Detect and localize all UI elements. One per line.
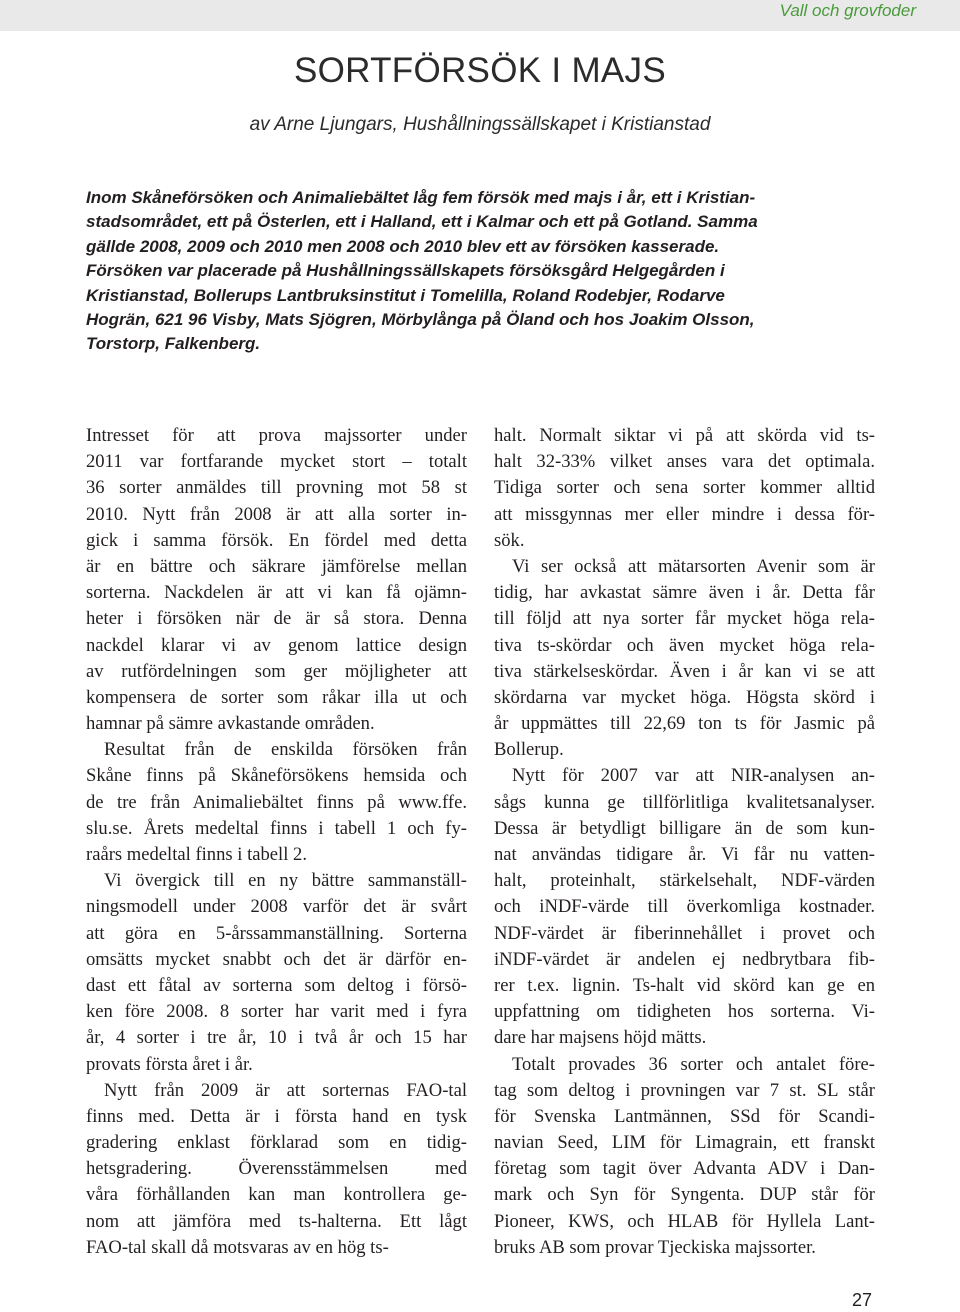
body-line: år, 4 sorter i tre år, 10 i två år och 15 har — [86, 1027, 467, 1049]
ingress-line: Inom Skåneförsöken och Animaliebältet låg fem försök med majs i år, ett i Kristian- — [86, 188, 756, 207]
body-line: Nytt för 2007 var att NIR-analysen an- — [512, 765, 875, 787]
body-line: Totalt provades 36 sorter och antalet före- — [512, 1053, 875, 1075]
body-line: omsätts mycket snabbt och det är därför en- — [86, 948, 467, 970]
body-line: ken före 2008. 8 sorter har varit med i fyra — [86, 1001, 467, 1023]
body-line: Nytt från 2009 är att sorternas FAO-tal — [104, 1079, 467, 1101]
body-line: provats första året i år. — [86, 1053, 253, 1075]
body-line: nom att jämföra med ts-halterna. Ett lågt — [86, 1210, 467, 1232]
ingress-line: stadsområdet, ett på Österlen, ett i Halland, ett i Kalmar och ett på Gotland. Samma — [86, 212, 758, 232]
body-line: Vi övergick till en ny bättre sammanställ- — [104, 870, 467, 892]
body-line: sök. — [494, 529, 525, 551]
body-column-left — [86, 423, 467, 1261]
body-line: Intresset för att prova majssorter under — [86, 425, 467, 446]
body-line: Tidiga sorter och sena sorter kommer alltid — [494, 477, 875, 499]
article-title: SORTFÖRSÖK I MAJS — [293, 51, 666, 90]
body-line: heter i försöken när de är så stora. Denna — [86, 608, 467, 630]
ingress-line: Hogrän, 621 96 Visby, Mats Sjögren, Mörbylånga på Öland och hos Joakim Olsson, — [86, 310, 755, 330]
body-line: Dessa är betydligt billigare än de som kun- — [494, 817, 875, 839]
body-line: skördarna var mycket höga. Högsta skörd i — [494, 686, 875, 708]
body-line: FAO-tal skall då motsvaras av en hög ts- — [86, 1236, 389, 1258]
body-line: dast ett fåtal av sorterna som deltog i försö- — [86, 974, 467, 996]
body-line: och iNDF-värde till överkomliga kostnader. — [494, 896, 875, 918]
body-line: dare har majsens höjd mätts. — [494, 1027, 707, 1049]
body-line: finns med. Detta är i första hand en tysk — [86, 1105, 467, 1127]
ingress-line: Torstorp, Falkenberg. — [86, 334, 261, 354]
body-line: företag som tagit över Advanta ADV i Dan- — [494, 1158, 875, 1180]
body-line: sorterna. Nackdelen är att vi kan få ojämn- — [86, 582, 467, 604]
body-line: för Svenska Lantmännen, SSd för Scandi- — [494, 1105, 875, 1127]
body-line: Bollerup. — [494, 739, 564, 761]
body-line: tiva stärkelseskördar. Även i år kan vi se att — [494, 660, 875, 682]
body-line: 36 sorter anmäldes till provning mot 58 st — [86, 477, 467, 499]
body-line: halt, proteinhalt, stärkelsehalt, NDF-värden — [494, 870, 875, 892]
body-line: bruks AB som provar Tjeckiska majssorter. — [494, 1236, 816, 1258]
body-line: rer t.ex. lignin. Ts-halt vid skörd kan ge en — [494, 974, 875, 996]
body-line: att göra en 5-årssammanställning. Sorterna — [86, 922, 467, 944]
body-line: ningsmodell under 2008 varför det är svårt — [86, 896, 467, 918]
ingress-line: Försöken var placerade på Hushållningssällskapets försöksgård Helgegården i — [86, 261, 725, 281]
body-line: hetsgradering. Överensstämmelsen med — [86, 1158, 467, 1180]
ingress-line: gällde 2008, 2009 och 2010 men 2008 och 2010 blev ett av försöken kasserade. — [86, 236, 720, 256]
ingress-line: Kristianstad, Bollerups Lantbruksinstitut i Tomelilla, Roland Rodebjer, Rodarve — [86, 285, 725, 305]
body-line: Skåne finns på Skåneförsökens hemsida och — [86, 765, 467, 787]
body-line: 2011 var fortfarande mycket stort – totalt — [86, 451, 467, 473]
body-line: NDF-värdet är fiberinnehållet i provet och — [494, 922, 875, 944]
body-line: att missgynnas mer eller mindre i dessa för- — [494, 503, 875, 525]
body-line: tiva ts-skördar och även mycket höga rela- — [494, 634, 875, 656]
body-line: mark och Syn för Syngenta. DUP står för — [494, 1184, 875, 1206]
body-line: uppfattning om tidigheten hos sorterna. Vi- — [494, 1001, 875, 1023]
body-line: 2010. Nytt från 2008 är att alla sorter in- — [86, 503, 467, 525]
body-line: de tre från Animaliebältet finns på www.ffe. — [86, 791, 467, 813]
body-line: våra förhållanden kan man kontrollera ge- — [86, 1184, 467, 1206]
body-column-right — [494, 423, 875, 1261]
body-line: Vi ser också att mätarsorten Avenir som är — [512, 555, 875, 577]
body-line: hamnar på sämre avkastande områden. — [86, 713, 375, 735]
body-line: slu.se. Årets medeltal finns i tabell 1 och fy- — [86, 817, 467, 839]
body-line: kompensera de sorter som råkar illa ut och — [86, 686, 467, 708]
body-line: navian Seed, LIM för Limagrain, ett franskt — [494, 1132, 875, 1154]
body-line: av rutfördelningen som ger möjligheter att — [86, 660, 467, 682]
body-line: till följd att nya sorter får mycket höga rela- — [494, 608, 875, 630]
section-label: Vall och grovfoder — [779, 1, 916, 20]
header-bar — [0, 0, 960, 31]
body-line: nackdel klarar vi av genom lattice design — [86, 634, 467, 656]
body-line: är en bättre och säkrare jämförelse mellan — [86, 555, 467, 577]
body-line: halt. Normalt siktar vi på att skörda vid ts- — [494, 425, 875, 446]
body-line: iNDF-värdet är andelen ej nedbrytbara fib- — [494, 948, 875, 970]
body-line: Pioneer, KWS, och HLAB för Hyllela Lant- — [494, 1210, 875, 1232]
body-line: halt 32-33% vilket anses vara det optimala. — [494, 451, 875, 473]
article-byline: av Arne Ljungars, Hushållningssällskapet i Kristianstad — [249, 114, 711, 135]
body-line: sågs kunna ge tillförlitliga kvalitetsanalyser. — [494, 791, 875, 813]
body-line: tag som deltog i provningen var 7 st. SL står — [494, 1079, 875, 1101]
body-line: nat användas tidigare år. Vi får nu vatten- — [494, 844, 875, 865]
article-ingress — [86, 186, 872, 357]
body-line: år uppmättes till 22,69 ton ts för Jasmic på — [494, 713, 875, 735]
body-line: raårs medeltal finns i tabell 2. — [86, 844, 307, 865]
body-line: tidig, har avkastat sämre även i år. Detta får — [494, 582, 875, 604]
body-line: gick i samma försök. En fördel med detta — [86, 529, 467, 551]
page-number: 27 — [852, 1290, 873, 1310]
body-line: Resultat från de enskilda försöken från — [104, 739, 467, 761]
body-line: gradering enklast förklarad som en tidig- — [86, 1132, 467, 1154]
